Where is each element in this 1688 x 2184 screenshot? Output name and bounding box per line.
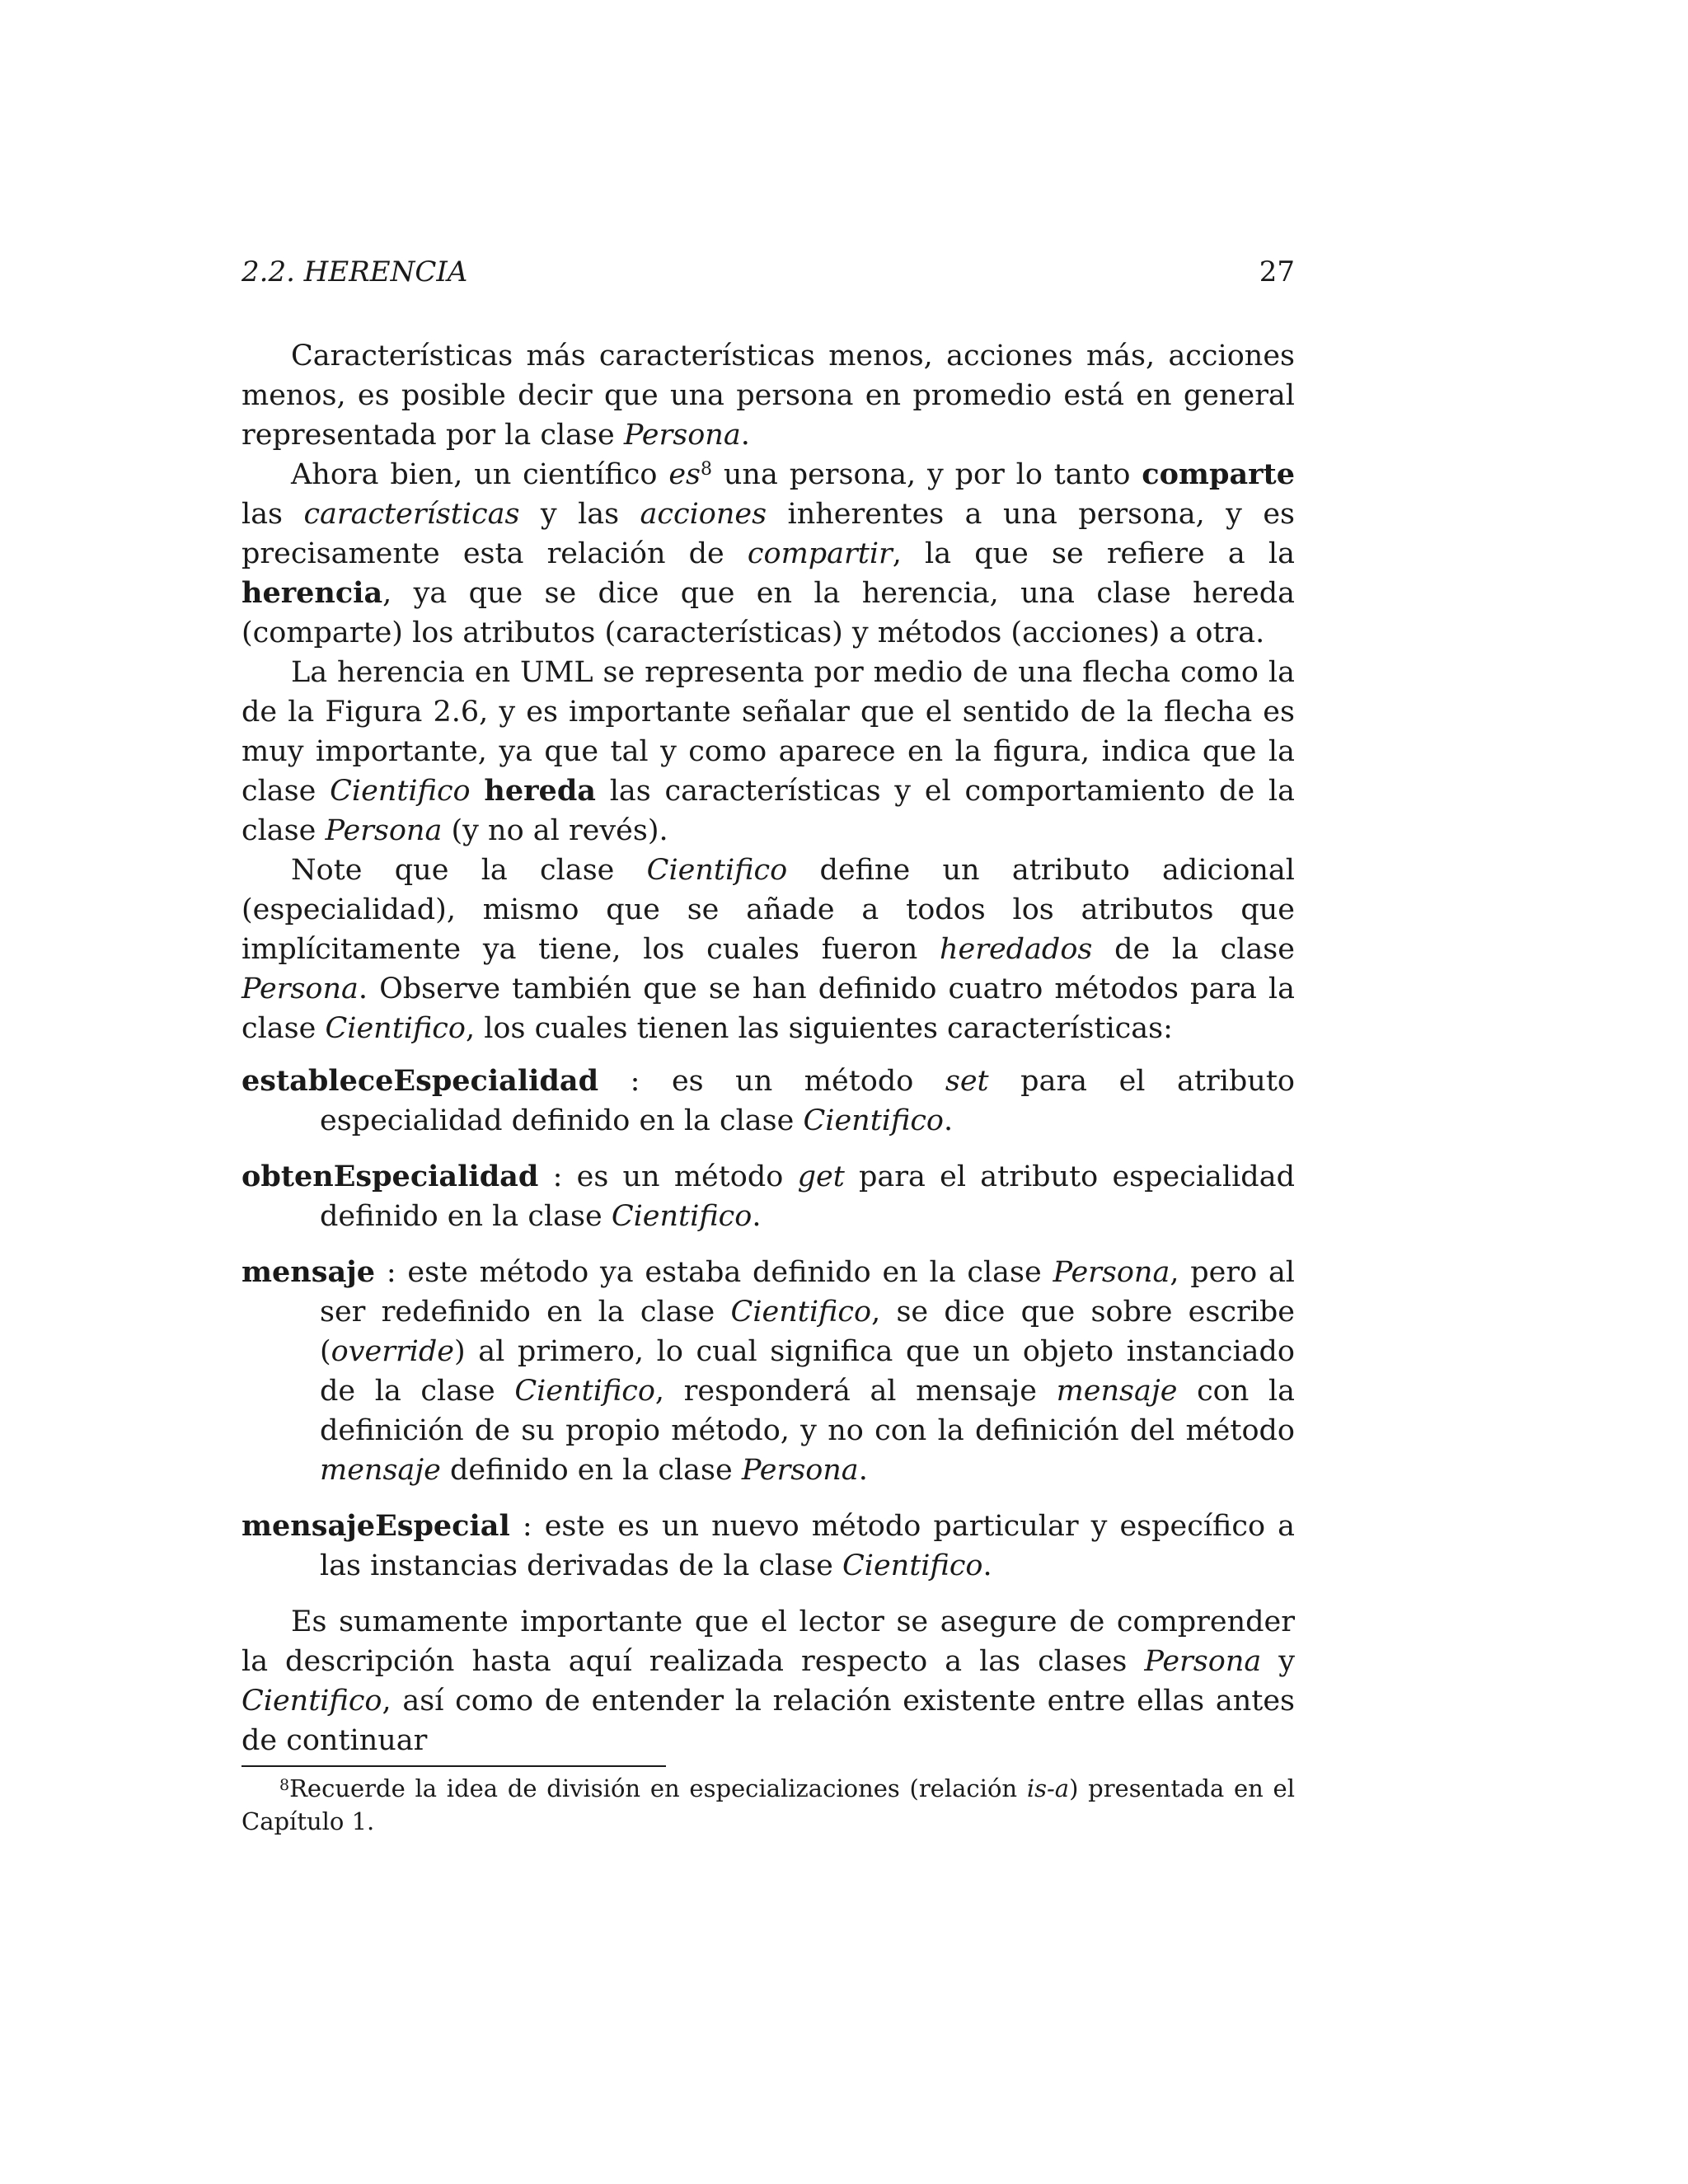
paragraph-5	[241, 1602, 1295, 1760]
emphasis: Persona	[325, 814, 443, 847]
text: Recuerde la idea de división en especializaciones (relación	[289, 1774, 1027, 1802]
emphasis: Persona	[741, 1454, 859, 1487]
text: ) presentada en el Capítulo 1.	[241, 1774, 1295, 1835]
emphasis: Persona	[623, 419, 741, 452]
text: : es un método	[538, 1160, 798, 1193]
definition-item	[241, 1157, 1295, 1236]
emphasis: compartir	[747, 537, 893, 570]
definition-term: mensaje	[241, 1255, 376, 1289]
text: con la definición de su propio método, y no con la definición del método	[320, 1375, 1295, 1447]
emphasis: Cientifico	[646, 854, 788, 887]
text: y	[1261, 1645, 1295, 1678]
paragraph-4	[241, 851, 1295, 1048]
text	[471, 775, 485, 808]
emphasis: Cientifico	[241, 1685, 382, 1718]
emphasis: acciones	[640, 498, 767, 531]
section-title: 2.2. HERENCIA	[241, 255, 468, 288]
page-number: 27	[1259, 255, 1295, 288]
text: y las	[519, 498, 640, 531]
text: : este método ya estaba definido en la clase	[375, 1256, 1053, 1289]
running-header	[241, 247, 1295, 297]
text: ) al primero, lo cual significa que un objeto instanciado de la clase	[320, 1335, 1295, 1408]
text: , responderá al mensaje	[654, 1375, 1057, 1408]
text: Note que la clase	[291, 854, 647, 887]
text: .	[752, 1200, 762, 1233]
text: Es sumamente importante que el lector se asegure de comprender la descripción hasta aquí realizada respecto a las clases	[241, 1605, 1295, 1678]
text: inherentes a una persona, y es precisamente esta relación de	[241, 498, 1296, 570]
emphasis: Cientifico	[730, 1296, 872, 1329]
emphasis: set	[945, 1065, 989, 1098]
definition-term: mensajeEspecial	[241, 1509, 510, 1543]
text: definido en la clase	[440, 1454, 742, 1487]
bold-term: hereda	[484, 774, 596, 808]
emphasis: override	[331, 1335, 454, 1368]
footnote-marker[interactable]: 8	[701, 459, 713, 480]
text: las características y el comportamiento de la clase	[241, 775, 1295, 847]
text: La herencia en UML se representa por medio de una flecha como la de la Figura 2.6, y es importante señalar que el sentido de la flecha es muy importante, ya que tal y como aparece en la figura, indica que la clase	[241, 656, 1295, 808]
definition-term: estableceEspecialidad	[241, 1064, 599, 1098]
emphasis: Cientifico	[330, 775, 471, 808]
paragraph-3	[241, 653, 1295, 851]
emphasis: heredados	[939, 933, 1093, 966]
paragraph-2	[241, 455, 1295, 653]
text: Características más características menos, acciones más, acciones menos, es posible decir que una persona en promedio está en general representada por la clase	[241, 340, 1295, 452]
text: , así como de entender la relación existente entre ellas antes de continuar	[241, 1685, 1295, 1757]
definition-term: obtenEspecialidad	[241, 1160, 539, 1193]
footnote	[241, 1772, 1295, 1838]
text: , los cuales tienen las siguientes características:	[465, 1012, 1173, 1045]
emphasis: is-a	[1026, 1774, 1070, 1802]
footnote-number: 8	[279, 1776, 290, 1794]
text: . Observe también que se han definido cuatro métodos para la clase	[241, 972, 1295, 1045]
text: para el atributo especialidad definido en la clase	[320, 1065, 1295, 1137]
emphasis: Cientifico	[514, 1375, 655, 1408]
book-page	[241, 247, 1295, 1838]
text: , se dice que sobre escribe (	[320, 1296, 1295, 1368]
text: : es un método	[598, 1065, 945, 1098]
text: .	[858, 1454, 868, 1487]
bold-term: comparte	[1142, 457, 1295, 491]
emphasis: Cientifico	[611, 1200, 753, 1233]
text: de la clase	[1092, 933, 1295, 966]
emphasis: características	[303, 498, 520, 531]
text: , ya que se dice que en la herencia, una clase hereda (comparte) los atributos (características) y métodos (acciones) a otra.	[241, 577, 1295, 649]
text: , pero al ser redefinido en la clase	[320, 1256, 1296, 1329]
emphasis: mensaje	[1056, 1375, 1178, 1408]
text: una persona, y por lo tanto	[712, 458, 1142, 491]
definition-item	[241, 1253, 1295, 1490]
text: .	[944, 1104, 954, 1137]
text: .	[982, 1549, 992, 1582]
text: Ahora bien, un científico	[291, 458, 669, 491]
emphasis: mensaje	[320, 1454, 441, 1487]
emphasis: Cientifico	[803, 1104, 944, 1137]
emphasis: Persona	[1144, 1645, 1262, 1678]
text: (y no al revés).	[442, 814, 668, 847]
emphasis: es	[668, 458, 701, 491]
emphasis: Cientifico	[325, 1012, 466, 1045]
footnote-separator	[241, 1765, 666, 1767]
method-definition-list	[241, 1062, 1295, 1586]
text: : este es un nuevo método particular y específico a las instancias derivadas de la clase	[320, 1510, 1295, 1582]
emphasis: Cientifico	[842, 1549, 983, 1582]
body-text	[241, 336, 1295, 1838]
definition-item	[241, 1062, 1295, 1141]
definition-item	[241, 1507, 1295, 1586]
bold-term: herencia	[241, 576, 383, 610]
emphasis: Persona	[241, 972, 359, 1005]
text: las	[241, 498, 304, 531]
text: define un atributo adicional (especialidad), mismo que se añade a todos los atributos que implícitamente ya tiene, los cuales fueron	[241, 854, 1295, 966]
text: para el atributo especialidad definido en la clase	[320, 1160, 1295, 1233]
emphasis: get	[797, 1160, 845, 1193]
paragraph-1	[241, 336, 1295, 455]
text: , la que se refiere a la	[892, 537, 1295, 570]
text: .	[740, 419, 750, 452]
emphasis: Persona	[1053, 1256, 1170, 1289]
